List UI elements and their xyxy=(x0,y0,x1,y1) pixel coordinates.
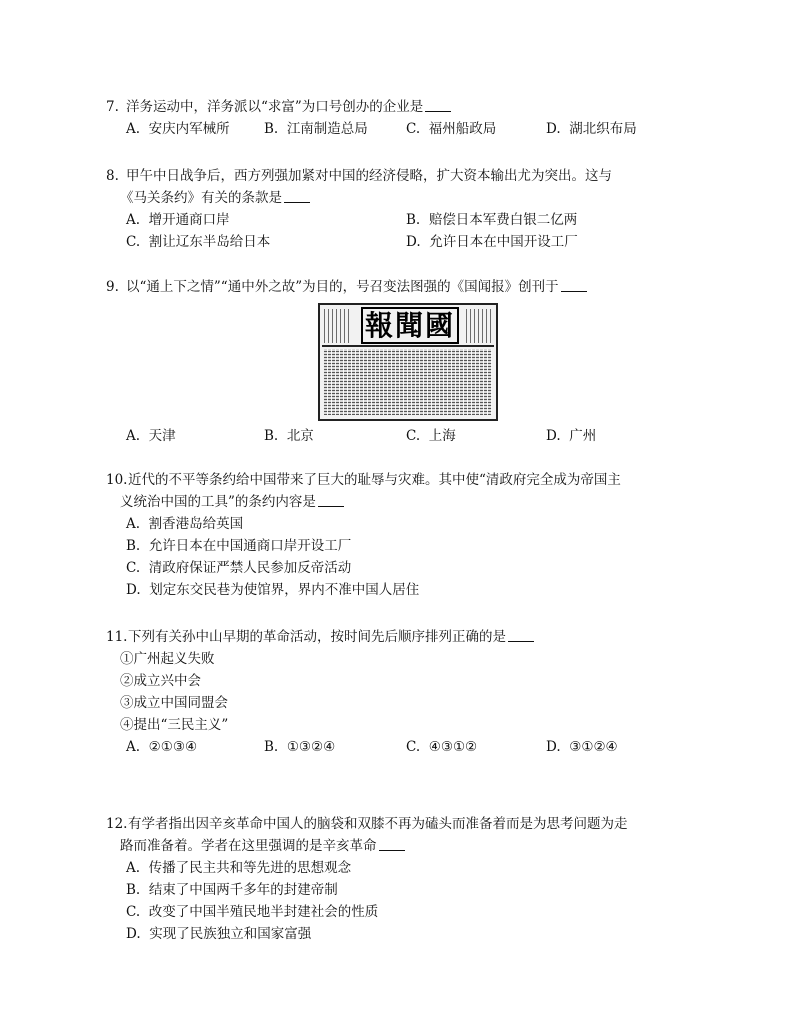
question-text: 路而准备着。学者在这里强调的是辛亥革命 xyxy=(120,835,405,857)
option-row xyxy=(106,923,706,945)
newspaper-rule xyxy=(322,345,494,347)
event-item: ②成立兴中会 xyxy=(120,673,201,689)
option-d[interactable]: D. 湖北织布局 xyxy=(546,121,637,137)
answer-blank[interactable] xyxy=(561,277,587,292)
question-number: 9. xyxy=(106,279,119,295)
question-number: 8. xyxy=(106,168,119,184)
options-row xyxy=(106,425,706,447)
option-b[interactable]: B. ①③②④ xyxy=(264,739,336,755)
question-text: 有学者指出因辛亥革命中国人的脑袋和双膝不再为磕头而准备着而是为思考问题为走 xyxy=(128,816,628,832)
option-b[interactable]: B. 赔偿日本军费白银二亿两 xyxy=(406,212,578,228)
question-text: 下列有关孙中山早期的革命活动，按时间先后顺序排列正确的是 xyxy=(128,626,534,648)
newspaper-body-text xyxy=(324,349,492,415)
options-row xyxy=(106,209,706,231)
options-row xyxy=(106,118,706,140)
option-a[interactable]: A. 安庆内军械所 xyxy=(126,121,230,137)
option-row xyxy=(106,879,706,901)
option-a[interactable]: A. 传播了民主共和等先进的思想观念 xyxy=(126,860,352,876)
option-a[interactable]: A. 天津 xyxy=(126,428,176,444)
question-stem-cont xyxy=(106,835,706,857)
newspaper-side-text xyxy=(324,309,350,343)
option-b[interactable]: B. 结束了中国两千多年的封建帝制 xyxy=(126,882,338,898)
question-stem xyxy=(106,96,706,118)
option-d[interactable]: D. 实现了民族独立和国家富强 xyxy=(126,926,312,942)
question-text: 近代的不平等条约给中国带来了巨大的耻辱与灾难。其中使“清政府完全成为帝国主 xyxy=(128,472,621,488)
option-d[interactable]: D. 广州 xyxy=(546,428,597,444)
option-a[interactable]: A. 增开通商口岸 xyxy=(126,212,230,228)
option-d[interactable]: D. 允许日本在中国开设工厂 xyxy=(406,234,578,250)
question-8 xyxy=(106,165,706,253)
event-item: ④提出“三民主义” xyxy=(120,717,229,733)
option-row xyxy=(106,513,706,535)
option-c[interactable]: C. ④③①② xyxy=(406,739,478,755)
question-9-options xyxy=(106,425,706,447)
question-number: 7. xyxy=(106,99,119,115)
options-row xyxy=(106,231,706,253)
option-c[interactable]: C. 割让辽东半岛给日本 xyxy=(126,234,271,250)
question-text: 义统治中国的工具”的条约内容是 xyxy=(120,491,344,513)
option-row xyxy=(106,535,706,557)
option-c[interactable]: C. 福州船政局 xyxy=(406,121,497,137)
answer-blank[interactable] xyxy=(379,836,405,851)
question-stem xyxy=(106,813,706,835)
question-12 xyxy=(106,813,706,945)
answer-blank[interactable] xyxy=(284,188,310,203)
newspaper-side-text xyxy=(466,309,492,343)
option-d[interactable]: D. ③①②④ xyxy=(546,739,618,755)
answer-blank[interactable] xyxy=(508,627,534,642)
question-text: 甲午中日战争后，西方列强加紧对中国的经济侵略，扩大资本输出尤为突出。这与 xyxy=(126,168,612,184)
question-9 xyxy=(106,276,706,298)
question-text: 以“通上下之情”“通中外之故”为目的，号召变法图强的《国闻报》创刊于 xyxy=(126,276,587,298)
question-text: 洋务运动中，洋务派以“求富”为口号创办的企业是 xyxy=(126,96,451,118)
option-c[interactable]: C. 上海 xyxy=(406,428,456,444)
option-c[interactable]: C. 清政府保证严禁人民参加反帝活动 xyxy=(126,560,352,576)
event-item: ①广州起义失败 xyxy=(120,651,215,667)
option-a[interactable]: A. 割香港岛给英国 xyxy=(126,516,244,532)
option-c[interactable]: C. 改变了中国半殖民地半封建社会的性质 xyxy=(126,904,379,920)
question-number: 12. xyxy=(106,816,128,832)
options-row xyxy=(106,736,706,758)
question-stem xyxy=(106,469,706,491)
question-stem xyxy=(106,276,706,298)
question-stem xyxy=(106,165,706,187)
option-row xyxy=(106,857,706,879)
option-b[interactable]: B. 北京 xyxy=(264,428,314,444)
option-row xyxy=(106,901,706,923)
answer-blank[interactable] xyxy=(318,492,344,507)
question-stem-cont xyxy=(106,187,706,209)
question-stem-cont xyxy=(106,491,706,513)
question-number: 10. xyxy=(106,472,128,488)
guowenbao-newspaper-image xyxy=(318,303,498,421)
newspaper-masthead: 報聞國 xyxy=(354,309,466,343)
option-d[interactable]: D. 划定东交民巷为使馆界，界内不准中国人居住 xyxy=(126,582,420,598)
event-item: ③成立中国同盟会 xyxy=(120,695,228,711)
option-a[interactable]: A. ②①③④ xyxy=(126,739,198,755)
option-b[interactable]: B. 允许日本在中国通商口岸开设工厂 xyxy=(126,538,352,554)
question-11 xyxy=(106,626,706,758)
option-row xyxy=(106,579,706,601)
answer-blank[interactable] xyxy=(425,97,451,112)
question-stem xyxy=(106,626,706,648)
question-text: 《马关条约》有关的条款是 xyxy=(120,187,310,209)
question-10 xyxy=(106,469,706,601)
option-row xyxy=(106,557,706,579)
option-b[interactable]: B. 江南制造总局 xyxy=(264,121,368,137)
question-number: 11. xyxy=(106,629,128,645)
question-7 xyxy=(106,96,706,140)
